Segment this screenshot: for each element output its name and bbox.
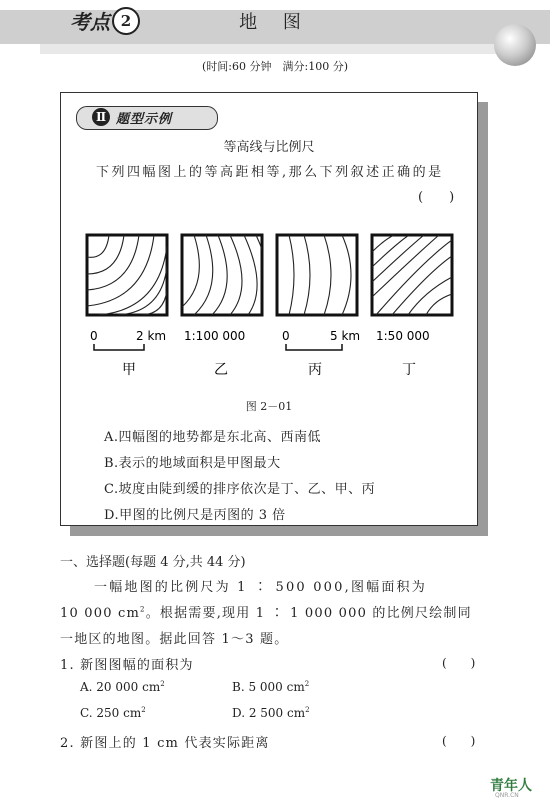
intro-area-sup: 2 xyxy=(140,605,146,614)
scale-bing-left: 0 xyxy=(282,329,290,343)
contour-maps-figure xyxy=(84,232,464,382)
scale-bing xyxy=(282,329,360,350)
badge-number: 2 xyxy=(112,7,140,35)
intro-line-3: 一地区的地图。据此回答 1～3 题。 xyxy=(60,632,289,647)
example-question-stem xyxy=(70,160,468,186)
page-title: 地 图 xyxy=(239,12,311,33)
q1-option-a-text: A. 20 000 cm xyxy=(80,680,161,694)
map-name-jia: 甲 xyxy=(122,362,136,378)
scale-jia-left: 0 xyxy=(90,329,98,343)
scale-ding: 1:50 000 xyxy=(376,329,430,343)
scale-jia-right: 2 km xyxy=(136,329,167,343)
example-tag-number: Ⅱ xyxy=(92,108,110,126)
q1-option-b-sup: 2 xyxy=(304,680,310,688)
header-band-lower xyxy=(40,44,510,54)
intro-line-1: 一幅地图的比例尺为 1 ∶ 500 000,图幅面积为 xyxy=(94,580,427,595)
example-stem-text: 下列四幅图上的等高距相等,那么下列叙述正确的是 xyxy=(96,165,444,180)
example-option-b: B.表示的地域面积是甲图最大 xyxy=(104,456,281,471)
map-name-bing: 丙 xyxy=(308,362,322,378)
q1-option-c xyxy=(80,706,146,720)
q1-option-d-sup: 2 xyxy=(305,706,310,714)
map-ding xyxy=(372,235,452,315)
q1-option-c-sup: 2 xyxy=(141,706,146,714)
map-bing xyxy=(277,235,357,315)
scale-bing-right: 5 km xyxy=(330,329,361,343)
example-topic: 等高线与比例尺 xyxy=(223,140,315,155)
question-1-paren: ( ) xyxy=(442,656,476,670)
figure-caption: 图 2－01 xyxy=(245,400,293,413)
section-heading: 一、选择题(每题 4 分,共 44 分) xyxy=(60,555,246,570)
example-tag-label: 题型示例 xyxy=(116,112,173,127)
example-option-a: A.四幅图的地势都是东北高、西南低 xyxy=(104,430,322,445)
badge-text: 考点 xyxy=(70,10,110,34)
intro-area: 10 000 cm xyxy=(60,606,141,621)
site-logo: 青年人 xyxy=(490,778,532,794)
q1-option-b xyxy=(232,680,309,694)
q1-option-b-text: B. 5 000 cm xyxy=(232,680,305,694)
q1-option-d xyxy=(232,706,310,720)
q1-option-a xyxy=(80,680,165,694)
map-yi xyxy=(182,235,268,315)
map-name-yi: 乙 xyxy=(214,362,228,378)
map-jia xyxy=(87,235,167,315)
site-logo-sub: QNR.CN xyxy=(495,792,519,799)
time-score-info: (时间:60 分钟 满分:100 分) xyxy=(202,60,348,73)
example-answer-paren: ( ) xyxy=(418,190,455,205)
example-option-c: C.坡度由陡到缓的排序依次是丁、乙、甲、丙 xyxy=(104,482,376,497)
intro-line-2 xyxy=(60,602,472,621)
q1-option-a-sup: 2 xyxy=(160,680,165,688)
q1-option-d-text: D. 2 500 cm xyxy=(232,706,306,720)
scale-yi: 1:100 000 xyxy=(184,329,246,343)
map-name-ding: 丁 xyxy=(402,362,416,378)
question-2: 2. 新图上的 1 cm 代表实际距离 xyxy=(60,736,270,751)
question-2-paren: ( ) xyxy=(442,734,476,748)
question-1: 1. 新图图幅的面积为 xyxy=(60,658,194,673)
scale-jia xyxy=(90,329,166,350)
intro-line-2-rest: 。根据需要,现用 1 ∶ 1 000 000 的比例尺绘制同 xyxy=(145,606,472,621)
example-option-d: D.甲图的比例尺是丙图的 3 倍 xyxy=(104,508,286,523)
q1-option-c-text: C. 250 cm xyxy=(80,706,142,720)
globe-icon xyxy=(494,24,536,66)
